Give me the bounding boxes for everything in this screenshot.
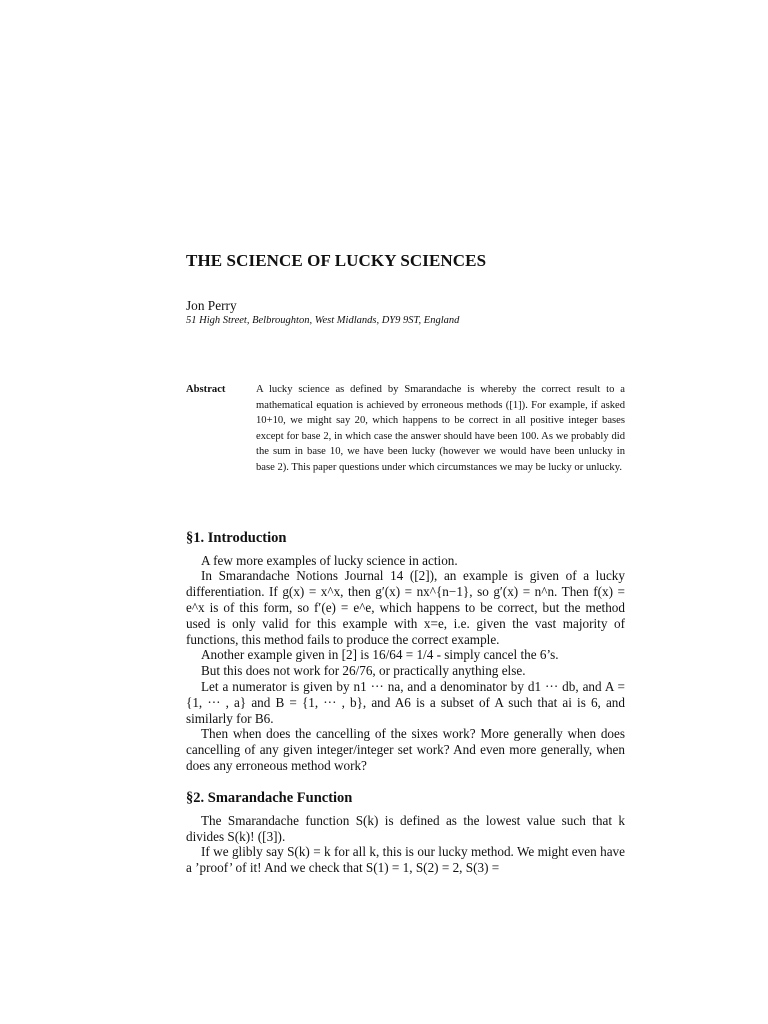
paragraph: Let a numerator is given by n1 ··· na, and a denominator by d1 ··· db, and A = {1, ··· , a} and B = {1, ··· , b}, and A6 is a subset of A such that ai is 6, and similarly for B6. bbox=[186, 678, 625, 726]
paragraph: Then when does the cancelling of the sixes work? More generally when does cancelling of any given integer/integer set work? And even more generally, when does any erroneous method work? bbox=[186, 726, 625, 773]
section-heading-introduction: §1. Introduction bbox=[186, 529, 287, 546]
paper-page bbox=[186, 250, 625, 876]
abstract-text: A lucky science as defined by Smarandache is whereby the correct result to a mathematical equation is achieved by erroneous methods ([1]). For example, if asked 10+10, we might say 20, which happens to be correct in all positive integer bases except for base 2, in which case the answer should have been 100. As we probably did the sum in base 10, we have been lucky (however we would have been unlucky in base 2). This paper questions under which circumstances we may be lucky or unlucky. bbox=[256, 384, 625, 473]
abstract-block bbox=[186, 382, 625, 476]
abstract-label: Abstract bbox=[186, 384, 226, 395]
paragraph: The Smarandache function S(k) is defined as the lowest value such that k divides S(k)! ([3]). bbox=[186, 812, 625, 844]
paragraph: But this does not work for 26/76, or practically anything else. bbox=[201, 663, 526, 679]
paragraph: A few more examples of lucky science in action. bbox=[201, 552, 458, 568]
section-heading-smarandache-function: §2. Smarandache Function bbox=[186, 789, 353, 806]
paragraph: In Smarandache Notions Journal 14 ([2]), an example is given of a lucky differentiation. If g(x) = x^x, then g′(x) = nx^{n−1}, so g′(x) = n^n. Then f(x) = e^x is of this form, so f′(e) = e^e, which happens to be correct, but the method used is only valid for this example with x=e, i.e. given the vast majority of functions, this method fails to produce the correct example. bbox=[186, 568, 625, 647]
paper-title: THE SCIENCE OF LUCKY SCIENCES bbox=[186, 251, 487, 270]
author-affiliation: 51 High Street, Belbroughton, West Midlands, DY9 9ST, England bbox=[186, 315, 460, 326]
author-name: Jon Perry bbox=[186, 298, 237, 313]
paragraph: If we glibly say S(k) = k for all k, this is our lucky method. We might even have a ’proof’ of it! And we check that S(1) = 1, S(2) = 2, S(3) = bbox=[186, 844, 625, 876]
paragraph: Another example given in [2] is 16/64 = 1/4 - simply cancel the 6’s. bbox=[201, 647, 559, 663]
